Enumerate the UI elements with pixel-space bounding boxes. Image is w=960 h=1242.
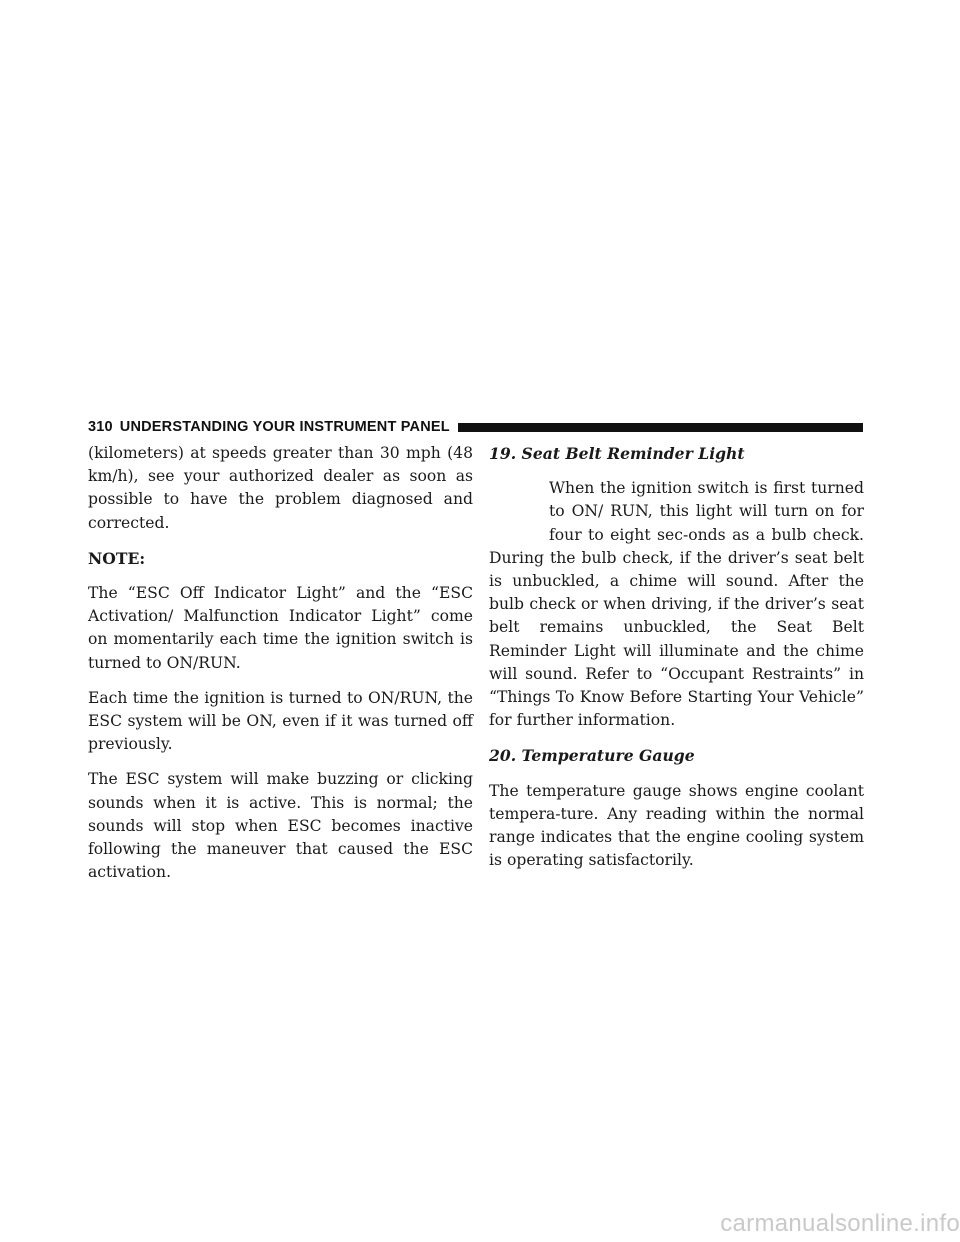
note-heading: NOTE: [88, 548, 146, 568]
header-rule [458, 423, 863, 432]
right-column [489, 442, 864, 884]
seat-belt-icon-placeholder [489, 477, 549, 543]
item-19-body [489, 477, 864, 732]
left-column [88, 442, 473, 896]
page-header [88, 417, 863, 437]
item-19-heading: 19. Seat Belt Reminder Light [489, 444, 745, 463]
watermark: carmanualsonline.info [720, 1210, 960, 1237]
paragraph: Each time the ignition is turned to ON/RUN, the ESC system will be ON, even if it was turned off previously. [88, 688, 473, 754]
section-title: UNDERSTANDING YOUR INSTRUMENT PANEL [119, 419, 450, 435]
item-20-heading: 20. Temperature Gauge [489, 746, 695, 766]
paragraph: (kilometers) at speeds greater than 30 mph (48 km/h), see your authorized dealer as soon as possible to have the problem diagnosed and corrected. [88, 444, 473, 532]
page-number: 310 [88, 419, 113, 435]
item-19-text: When the ignition switch is first turned to ON/ RUN, this light will turn on for four to eight sec-onds as a bulb check. During the bulb check, if the driver’s seat belt is unbuckled, a chime will sound. After the bulb check or when driving, if the driver’s seat belt remains unbuckled, the Seat Belt Reminder Light will illuminate and the chime will sound. Refer to “Occupant Restraints” in “Things To Know Before Starting Your Vehicle” for further information. [489, 479, 864, 730]
paragraph: The “ESC Off Indicator Light” and the “ESC Activation/ Malfunction Indicator Light” come on momentarily each time the ignition switch is turned to ON/RUN. [88, 584, 473, 672]
paragraph: The ESC system will make buzzing or clicking sounds when it is active. This is normal; the sounds will stop when ESC becomes inactive following the maneuver that caused the ESC activation. [88, 770, 473, 882]
item-20-text: The temperature gauge shows engine coolant tempera-ture. Any reading within the normal range indicates that the engine cooling system is operating satisfactorily. [489, 781, 864, 870]
